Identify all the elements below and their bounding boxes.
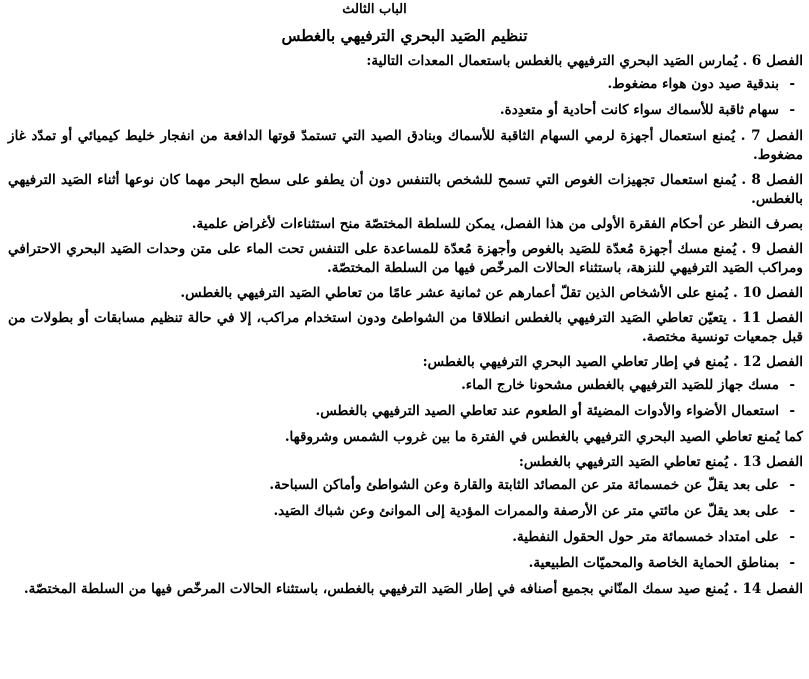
article-6-text: يُمارس الصَيد البحري الترفيهي بالغطس باستعمال المعدات التالية:	[366, 53, 738, 69]
article-13-item-2: - على بعد يقلّ عن مائتي متر عن الأرصفة والممرات المؤدية إلى الموانئ وعن شباك الصَيد.	[8, 502, 803, 521]
article-8	[8, 171, 803, 209]
document-body	[8, 52, 803, 605]
article-12-item-2: - استعمال الأضواء والأدوات المضيئة أو الطعوم عند تعاطي الصيد الترفيهي بالغطس.	[8, 402, 803, 421]
article-6-item-2: - سهام ثاقبة للأسماك سواء كانت أحادية أو متعدِدة.	[8, 101, 803, 120]
part-header	[0, 2, 809, 17]
part-header-text: الباب الثالث	[342, 2, 407, 17]
article-8-label: الفصل 8 .	[741, 172, 804, 188]
article-10-text: يُمنع على الأشخاص الذين تقلّ أعمارهم عن ثمانية عشر عامًا من تعاطي الصَيد الترفيهي بالغطس.	[180, 285, 729, 301]
article-6-item-1: - بندقية صيد دون هواء مضغوط.	[8, 75, 803, 94]
article-13-item-4: - بمناطق الحماية الخاصة والمحميّات الطبيعية.	[8, 554, 803, 573]
article-11-label: الفصل 11 .	[732, 310, 803, 326]
article-10-label: الفصل 10 .	[732, 285, 803, 301]
article-9-label: الفصل 9 .	[741, 241, 803, 257]
article-8-text: يُمنع استعمال تجهيزات الغوص التي تسمح للشخص بالتنفس دون أن يطفو على سطح البحر مهما كان نوعها أثناء الصَيد الترفيهي بالغطس.	[8, 172, 803, 207]
article-13	[8, 453, 803, 472]
article-6-label: الفصل 6 .	[742, 53, 803, 69]
article-12-item-1: - مسك جهاز للصَيد الترفيهي بالغطس مشحونا خارج الماء.	[8, 376, 803, 395]
article-14	[8, 580, 803, 599]
article-13-label: الفصل 13 .	[732, 454, 803, 470]
article-12	[8, 353, 803, 372]
article-14-text: يُمنع صيد سمك المنّاني بجميع أصنافه في إطار الصَيد الترفيهي بالغطس، باستثناء الحالات المرخّص فيها من السلطة المختصّة.	[23, 581, 729, 597]
article-6	[8, 52, 803, 71]
article-9-text: يُمنع مسك أجهزة مُعدّة للصَيد بالغوص وأجهزة مُعدّة للمساعدة على التنفس تحت الماء على متن وحدات الصَيد البحري الاحترافي ومراكب الصَيد الترفيهي للنزهة، باستثناء الحالات المرخّص فيها من السلطة المختصّة.	[8, 241, 803, 276]
article-7	[8, 127, 803, 165]
article-12-note: كما يُمنع تعاطي الصيد البحري الترفيهي بالغطس في الفترة ما بين غروب الشمس وشروقها.	[284, 429, 803, 445]
article-8-note: بصرف النظر عن أحكام الفقرة الأولى من هذا الفصل، يمكن للسلطة المختصّة منح استثناءات لأغراض علمية.	[191, 216, 803, 232]
article-9	[8, 240, 803, 278]
article-13-item-1: - على بعد يقلّ عن خمسمائة متر عن المصائد الثابتة والقارة وعن الشواطئ وأماكن السباحة.	[8, 476, 803, 495]
article-11-text: يتعيّن تعاطي الصَيد الترفيهي بالغطس انطلاقا من الشواطئ ودون استخدام مراكب، إلا في حالة تنظيم مسابقات أو بطولات من قبل جمعيات تونسية مختصة.	[8, 310, 803, 345]
article-14-label: الفصل 14 .	[732, 581, 803, 597]
article-7-text: يُمنع استعمال أجهزة لرمي السهام الثاقبة للأسماك وبنادق الصيد التي تستمدّ قوتها الدافعة من انفجار خليط كيميائي أو تمدّد غاز مضغوط.	[8, 128, 803, 163]
section-title: تنظيم الصَيد البحري الترفيهي بالغطس	[281, 26, 528, 45]
article-10	[8, 284, 803, 303]
article-7-label: الفصل 7 .	[740, 128, 804, 144]
article-13-text: يُمنع تعاطي الصَيد الترفيهي بالغطس:	[518, 454, 729, 470]
article-12-label: الفصل 12 .	[732, 354, 803, 370]
article-12-text: يُمنع في إطار تعاطي الصيد البحري الترفيهي بالغطس:	[422, 354, 729, 370]
article-11	[8, 309, 803, 347]
article-13-item-3: - على امتداد خمسمائة متر حول الحقول النفطية.	[8, 528, 803, 547]
